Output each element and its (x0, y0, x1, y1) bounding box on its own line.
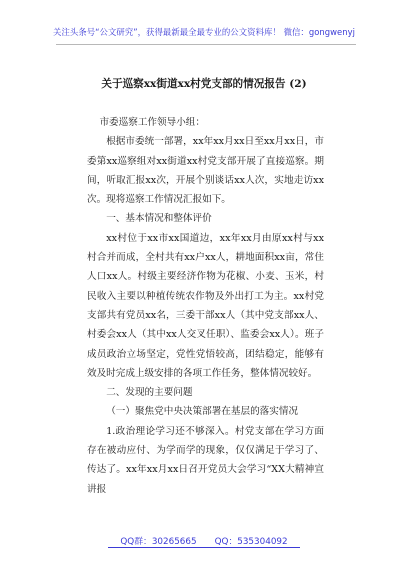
section-heading-problems: 二、发现的主要问题 (106, 387, 193, 399)
subsection-heading-1: （一）聚焦党中央决策部署在基层的落实情况 (106, 406, 299, 418)
footer-underline (108, 547, 300, 548)
header-divider (56, 44, 356, 45)
paragraph-intro: 根据市委统一部署，xx年xx月xx日至xx月xx日，市委第xx巡察组对xx街道xx村党支部开展了直接巡察。期间，听取汇报xx次，开展个别谈话xx人次，实地走访xx次。现将巡察工作情况汇报如下。 (87, 136, 324, 206)
section-heading-basic-info: 一、基本情况和整体评价 (106, 213, 212, 225)
qq-group-link[interactable]: QQ群：30265665 (120, 537, 197, 547)
promo-header: 关注头条号“公文研究”，获得最新最全最专业的公文资料库！ 微信：gongwenyj (53, 27, 355, 37)
paragraph-problem-1: 1.政治理论学习还不够深入。村党支部在学习方面存在被动应付、为学而学的现象，仅仅满足于学习了、传达了。xx年xx月xx日召开党员大会学习“XX大精神宣讲报 (87, 425, 324, 495)
document-body (87, 113, 324, 499)
salutation: 市委巡察工作领导小组： (99, 117, 205, 128)
qq-contact-link[interactable]: QQ：535304092 (214, 537, 288, 547)
document-title: 关于巡察xx街道xx村党支部的情况报告 (2) (101, 78, 307, 90)
paragraph-basic-info: xx村位于xx市xx国道边，xx年xx月由原xx村与xx村合并而成，全村共有xx户xx人，耕地面积xx亩，常住人口xx人。村级主要经济作物为花椒、小麦、玉米，村民收入主要以种植传统农作物及外出打工为主。xx村党支部共有党员xx名，三委干部xx人（其中党支部xx人、村委会xx人（其中xx人交叉任职）、监委会xx人）。班子成员政治立场坚定，党性党悟较高，团结稳定，能够有效及时完成上级安排的各项工作任务，整体情况较好。 (87, 232, 324, 379)
contact-footer (0, 534, 408, 547)
